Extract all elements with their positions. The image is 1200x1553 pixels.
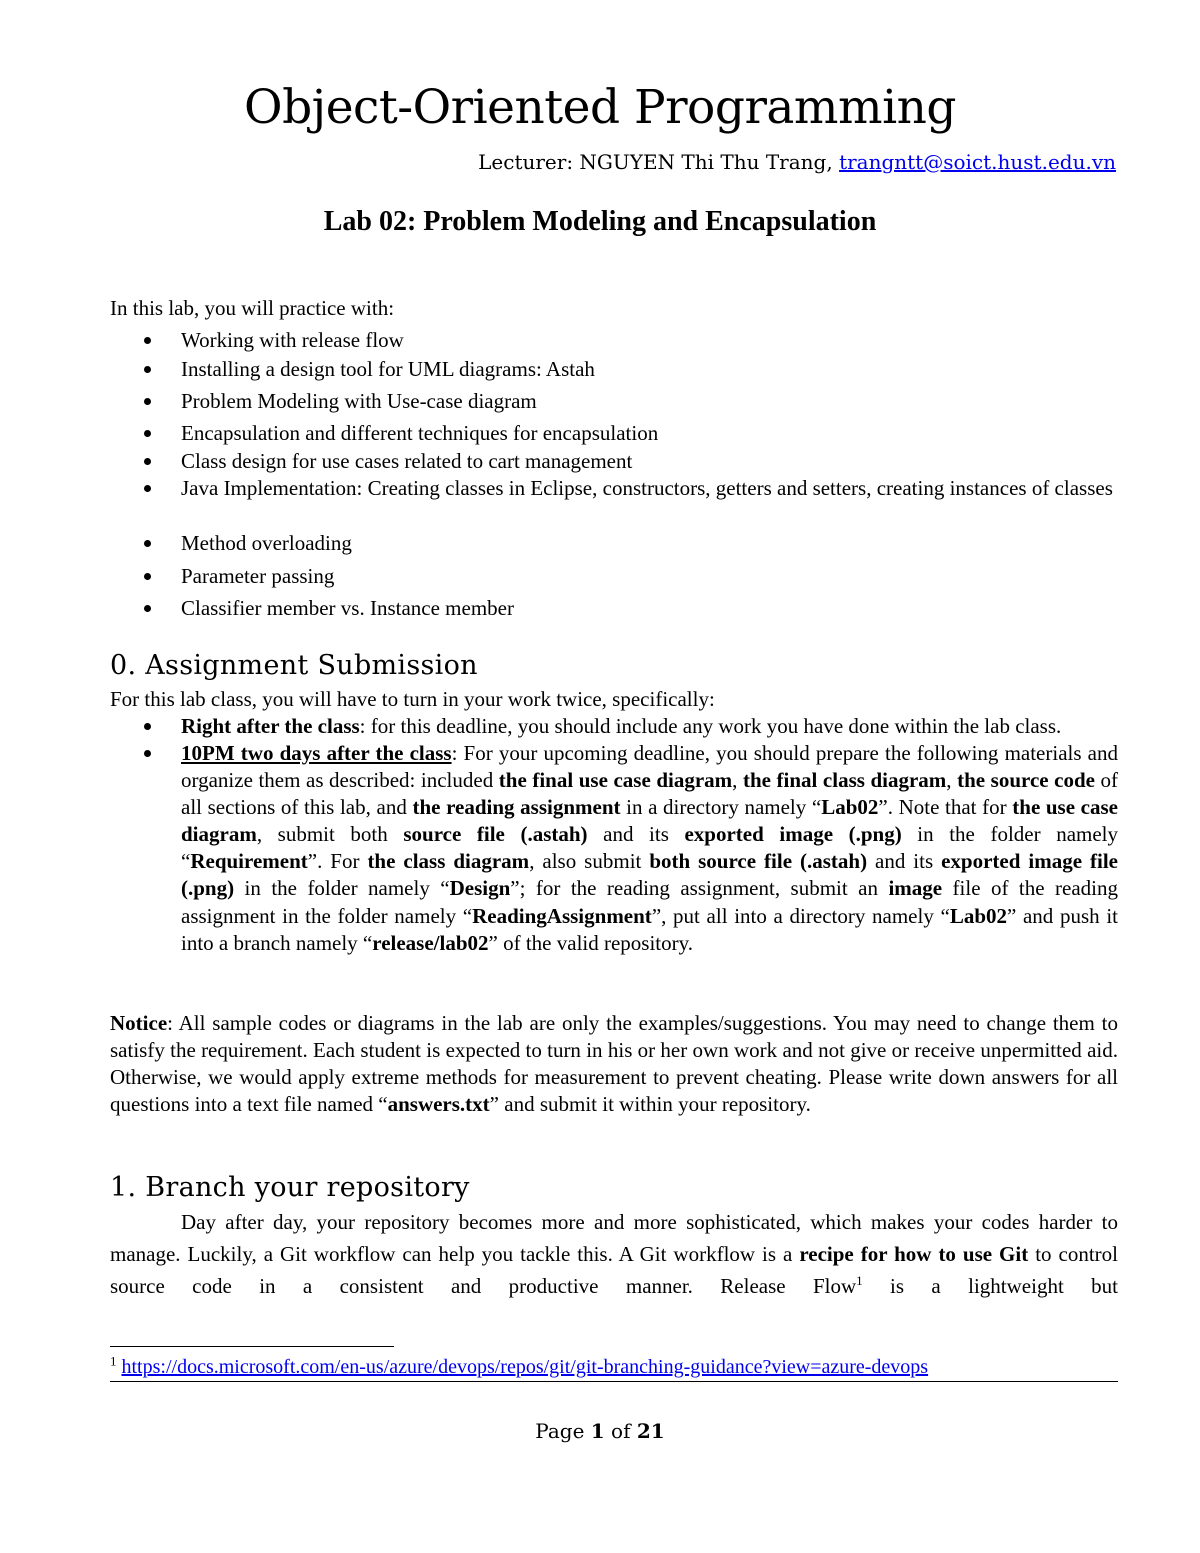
item2-text: ” and push it into a branch namely “ [181, 903, 1118, 955]
item2-bold: Lab02 [949, 903, 1007, 928]
item2-bold: the class diagram [367, 849, 530, 874]
answers-file: answers.txt [387, 1092, 490, 1116]
item2-bold: Design [449, 876, 511, 901]
item2-bold: ReadingAssignment [472, 903, 652, 928]
item2-text: , also submit [529, 849, 650, 874]
item2-text: ”. For [307, 849, 368, 874]
list-item: Method overloading [110, 530, 1118, 563]
item2-text: file of the reading assignment in the folder namely “ [181, 876, 1118, 928]
page-number: 1 [590, 1419, 605, 1443]
lecturer-email-link[interactable]: trangntt@soict.hust.edu.vn [839, 150, 1116, 174]
section-1-heading: 1. Branch your repository [110, 1172, 470, 1203]
list-item: Encapsulation and different techniques for encapsulation [110, 420, 1118, 448]
item2-text: ”. Note that for [878, 795, 1013, 820]
item2-bold: the source code [957, 768, 1095, 793]
item2-bold: the use case diagram [181, 795, 1118, 847]
footnote-mark: 1 [110, 1353, 117, 1369]
document-title: Object-Oriented Programming [244, 80, 956, 135]
item2-bold: image [888, 876, 943, 901]
lecturer-name: Lecturer: NGUYEN Thi Thu Trang, [478, 150, 840, 174]
item2-text: in a directory namely “ [620, 795, 822, 820]
item2-bold: release/lab02 [372, 930, 489, 955]
list-item: Installing a design tool for UML diagrams: Astah [110, 356, 1118, 388]
footnote-divider [110, 1346, 394, 1347]
deadline-1-text: : for this deadline, you should include any work you have done within the lab class. [359, 714, 1062, 738]
list-item: Parameter passing [110, 563, 1118, 595]
item2-bold: exported image file (.png) [181, 849, 1118, 901]
deadline-1: Right after the class [181, 714, 360, 738]
item2-text: and its [867, 849, 942, 874]
item2-text: , [732, 768, 743, 793]
page-footer [0, 1419, 1200, 1443]
item2-bold: Requirement [190, 849, 308, 874]
item2-text: : For your upcoming deadline, you should prepare the following materials and organize them as described: included [181, 741, 1118, 793]
list-item: Working with release flow [110, 327, 1118, 356]
item2-bold: exported image (.png) [684, 822, 902, 847]
list-item [110, 713, 1118, 740]
item2-text: ”; for the reading assignment, submit an [510, 876, 889, 901]
item2-text: , [946, 768, 958, 793]
s1-text: to control source code in a consistent and productive manner. Release Flow [110, 1242, 1118, 1298]
item2-bold: the final use case diagram [498, 768, 733, 793]
item2-bold: both source file (.astah) [649, 849, 868, 874]
lab-title: Lab 02: Problem Modeling and Encapsulation [323, 206, 877, 237]
practice-list [110, 327, 1118, 621]
section-1-paragraph [110, 1206, 1118, 1302]
footnote-link[interactable]: https://docs.microsoft.com/en-us/azure/devops/repos/git/git-branching-guidance?view=azure-devops [121, 1356, 929, 1378]
item2-bold: Lab02 [821, 795, 879, 820]
s1-bold: recipe for how to use Git [799, 1242, 1029, 1266]
item2-text: of all sections of this lab, and [181, 768, 1119, 820]
section-0-lead: For this lab class, you will have to turn in your work twice, specifically: [110, 687, 715, 711]
item2-text: and its [587, 822, 685, 847]
submission-list [110, 713, 1118, 957]
notice-paragraph [110, 1010, 1118, 1118]
intro-text: In this lab, you will practice with: [110, 296, 395, 320]
of-label: of [611, 1419, 631, 1443]
lecturer-line [478, 150, 1116, 174]
notice-tail: ” and submit it within your repository. [489, 1092, 811, 1116]
item2-bold: the reading assignment [412, 795, 621, 820]
item2-text: ”, put all into a directory namely “ [651, 903, 950, 928]
item2-text: , submit both [256, 822, 404, 847]
item2-text: ” of the valid repository. [488, 930, 694, 955]
item2-text: in the folder namely “ [181, 822, 1119, 874]
footnote-ref[interactable]: 1 [856, 1273, 863, 1288]
list-item: Java Implementation: Creating classes in Eclipse, constructors, getters and setters, creating instances of classes [110, 475, 1118, 530]
item2-bold: source file (.astah) [403, 822, 588, 847]
total-pages: 21 [636, 1419, 665, 1443]
notice-label: Notice [110, 1011, 168, 1035]
s1-text: Day after day, your repository becomes more and more sophisticated, which makes your codes harder to manage. Luckily, a Git workflow can help you tackle this. A Git workflow is a [110, 1210, 1118, 1266]
item2-bold: the final class diagram [742, 768, 947, 793]
list-item: Problem Modeling with Use-case diagram [110, 388, 1118, 420]
page-label: Page [535, 1419, 585, 1443]
s1-text: is a lightweight but [862, 1274, 1118, 1298]
list-item: Classifier member vs. Instance member [110, 595, 1118, 621]
list-item: Class design for use cases related to cart management [110, 448, 1118, 475]
footnote [110, 1353, 1118, 1382]
list-item [110, 740, 1118, 957]
notice-text: : All sample codes or diagrams in the lab are only the examples/suggestions. You may need to change them to satisfy the requirement. Each student is expected to turn in his or her own work and not give or receive unpermitted aid. Otherwise, we would apply extreme methods for measurement to prevent cheating. Please write down answers for all questions into a text file named “ [110, 1011, 1118, 1116]
item2-text: in the folder namely “ [234, 876, 450, 901]
deadline-2: 10PM two days after the class [181, 741, 452, 765]
section-0-heading: 0. Assignment Submission [110, 650, 478, 681]
